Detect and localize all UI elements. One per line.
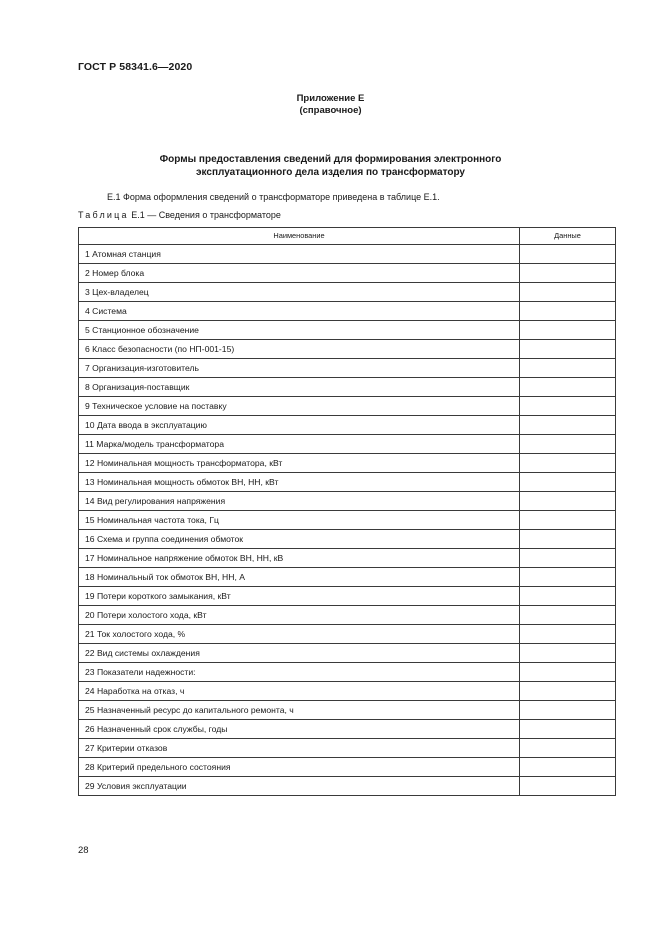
row-name-cell: 1 Атомная станция xyxy=(79,245,520,264)
table-row xyxy=(79,663,616,682)
table-row xyxy=(79,777,616,796)
row-data-cell xyxy=(520,606,616,625)
table-row xyxy=(79,340,616,359)
row-name-cell: 2 Номер блока xyxy=(79,264,520,283)
transformer-info-table xyxy=(78,227,616,796)
row-data-cell xyxy=(520,397,616,416)
table-row xyxy=(79,606,616,625)
row-name-cell: 3 Цех-владелец xyxy=(79,283,520,302)
row-name-cell: 7 Организация-изготовитель xyxy=(79,359,520,378)
section-title-line-1: Формы предоставления сведений для формирования электронного xyxy=(159,154,502,165)
row-data-cell xyxy=(520,625,616,644)
table-row xyxy=(79,302,616,321)
column-header-name: Наименование xyxy=(79,228,520,245)
row-data-cell xyxy=(520,264,616,283)
row-name-cell: 21 Ток холостого хода, % xyxy=(79,625,520,644)
table-row xyxy=(79,682,616,701)
table-row xyxy=(79,397,616,416)
row-data-cell xyxy=(520,245,616,264)
table-row xyxy=(79,758,616,777)
row-name-cell: 9 Техническое условие на поставку xyxy=(79,397,520,416)
row-name-cell: 10 Дата ввода в эксплуатацию xyxy=(79,416,520,435)
table-row xyxy=(79,587,616,606)
row-data-cell xyxy=(520,473,616,492)
table-row xyxy=(79,264,616,283)
row-name-cell: 16 Схема и группа соединения обмоток xyxy=(79,530,520,549)
row-data-cell xyxy=(520,530,616,549)
table-row xyxy=(79,283,616,302)
row-data-cell xyxy=(520,435,616,454)
row-name-cell: 6 Класс безопасности (по НП-001-15) xyxy=(79,340,520,359)
row-name-cell: 24 Наработка на отказ, ч xyxy=(79,682,520,701)
row-name-cell: 17 Номинальное напряжение обмоток ВН, НН, кВ xyxy=(79,549,520,568)
row-data-cell xyxy=(520,416,616,435)
table-body xyxy=(79,245,616,796)
row-name-cell: 12 Номинальная мощность трансформатора, кВт xyxy=(79,454,520,473)
row-data-cell xyxy=(520,340,616,359)
table-row xyxy=(79,473,616,492)
column-header-data: Данные xyxy=(520,228,616,245)
row-data-cell xyxy=(520,682,616,701)
row-data-cell xyxy=(520,549,616,568)
row-data-cell xyxy=(520,758,616,777)
row-name-cell: 29 Условия эксплуатации xyxy=(79,777,520,796)
row-name-cell: 26 Назначенный срок службы, годы xyxy=(79,720,520,739)
row-name-cell: 19 Потери короткого замыкания, кВт xyxy=(79,587,520,606)
row-data-cell xyxy=(520,701,616,720)
row-name-cell: 18 Номинальный ток обмоток ВН, НН, А xyxy=(79,568,520,587)
row-data-cell xyxy=(520,777,616,796)
row-data-cell xyxy=(520,321,616,340)
standard-code: ГОСТ Р 58341.6—2020 xyxy=(78,61,193,73)
row-name-cell: 25 Назначенный ресурс до капитального ремонта, ч xyxy=(79,701,520,720)
row-data-cell xyxy=(520,587,616,606)
row-name-cell: 13 Номинальная мощность обмоток ВН, НН, кВт xyxy=(79,473,520,492)
appendix-type: (справочное) xyxy=(299,105,362,116)
table-row xyxy=(79,625,616,644)
table-header-row xyxy=(79,228,616,245)
table-caption-rest: Е.1 — Сведения о трансформаторе xyxy=(128,210,281,220)
row-name-cell: 11 Марка/модель трансформатора xyxy=(79,435,520,454)
row-data-cell xyxy=(520,454,616,473)
appendix-heading xyxy=(0,93,661,117)
table-row xyxy=(79,739,616,758)
intro-paragraph: Е.1 Форма оформления сведений о трансформаторе приведена в таблице Е.1. xyxy=(107,192,440,202)
page-number: 28 xyxy=(78,845,89,856)
appendix-label: Приложение Е xyxy=(296,93,365,104)
row-name-cell: 20 Потери холостого хода, кВт xyxy=(79,606,520,625)
row-data-cell xyxy=(520,302,616,321)
table-row xyxy=(79,454,616,473)
row-data-cell xyxy=(520,359,616,378)
row-name-cell: 4 Система xyxy=(79,302,520,321)
row-name-cell: 27 Критерии отказов xyxy=(79,739,520,758)
section-title xyxy=(120,153,541,179)
row-data-cell xyxy=(520,568,616,587)
table-row xyxy=(79,416,616,435)
row-name-cell: 23 Показатели надежности: xyxy=(79,663,520,682)
table-row xyxy=(79,378,616,397)
table-row xyxy=(79,568,616,587)
section-title-line-2: эксплуатационного дела изделия по трансформатору xyxy=(196,167,465,178)
table-caption-prefix: Таблица xyxy=(78,210,129,220)
row-data-cell xyxy=(520,663,616,682)
table-row xyxy=(79,492,616,511)
row-name-cell: 14 Вид регулирования напряжения xyxy=(79,492,520,511)
row-name-cell: 22 Вид системы охлаждения xyxy=(79,644,520,663)
table-row xyxy=(79,359,616,378)
row-name-cell: 8 Организация-поставщик xyxy=(79,378,520,397)
row-data-cell xyxy=(520,739,616,758)
table-caption xyxy=(78,210,281,220)
row-data-cell xyxy=(520,492,616,511)
table-row xyxy=(79,435,616,454)
row-data-cell xyxy=(520,283,616,302)
table-row xyxy=(79,530,616,549)
row-data-cell xyxy=(520,511,616,530)
row-name-cell: 15 Номинальная частота тока, Гц xyxy=(79,511,520,530)
table-row xyxy=(79,321,616,340)
row-data-cell xyxy=(520,378,616,397)
table-row xyxy=(79,701,616,720)
table-row xyxy=(79,549,616,568)
table-row xyxy=(79,644,616,663)
row-data-cell xyxy=(520,720,616,739)
row-data-cell xyxy=(520,644,616,663)
row-name-cell: 28 Критерий предельного состояния xyxy=(79,758,520,777)
table-row xyxy=(79,511,616,530)
table-row xyxy=(79,720,616,739)
table-row xyxy=(79,245,616,264)
row-name-cell: 5 Станционное обозначение xyxy=(79,321,520,340)
